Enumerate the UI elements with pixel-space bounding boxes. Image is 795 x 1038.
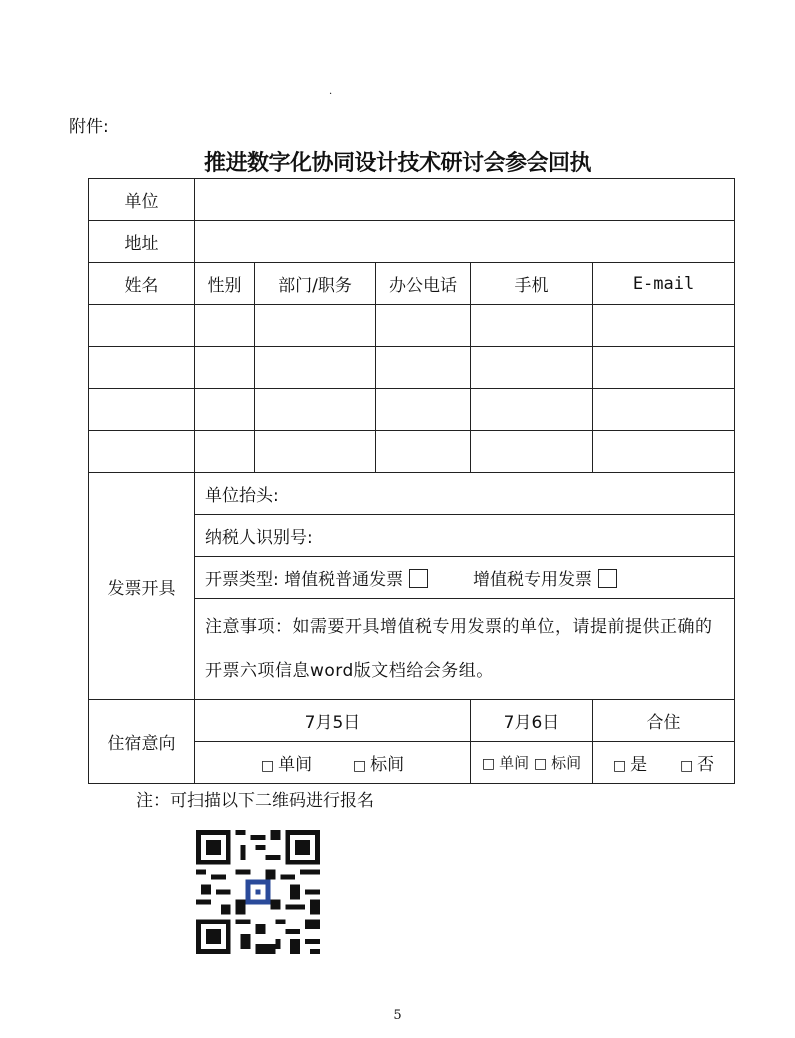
july-6-room-options — [471, 742, 593, 784]
address-field[interactable] — [195, 221, 735, 263]
attendee-cell[interactable] — [89, 347, 195, 389]
attendee-cell[interactable] — [471, 347, 593, 389]
taxpayer-id-field[interactable] — [195, 515, 735, 557]
attendee-cell[interactable] — [376, 305, 471, 347]
date-july-5: 7月5日 — [195, 700, 471, 742]
attendee-cell[interactable] — [593, 305, 735, 347]
header-office-phone: 办公电话 — [376, 263, 471, 305]
header-name: 姓名 — [89, 263, 195, 305]
attendee-cell[interactable] — [195, 305, 255, 347]
top-dot: . — [329, 86, 333, 97]
attendee-cell[interactable] — [593, 389, 735, 431]
lodging-label: 住宿意向 — [89, 700, 195, 784]
page-title: 推进数字化协同设计技术研讨会参会回执 — [203, 151, 591, 176]
header-gender: 性别 — [195, 263, 255, 305]
attendee-cell[interactable] — [195, 347, 255, 389]
attendee-cell[interactable] — [195, 431, 255, 473]
invoice-special-checkbox[interactable] — [598, 569, 617, 588]
invoice-type-special-label: 增值税专用发票 — [472, 570, 592, 590]
attendee-cell[interactable] — [471, 431, 593, 473]
july6-standard-checkbox[interactable]: □ — [533, 756, 548, 772]
attendee-cell[interactable] — [255, 389, 376, 431]
july-5-room-options — [195, 742, 471, 784]
invoice-title-field[interactable] — [195, 473, 735, 515]
notice-text: 注意事项：如需要开具增值税专用发票的单位，请提前提供正确的开票六项信息word版文档给会务组。 — [195, 599, 735, 700]
shared-yes-label: 是 — [630, 755, 648, 775]
invoice-type-row — [195, 557, 735, 599]
date-july-6: 7月6日 — [471, 700, 593, 742]
shared-room-options — [593, 742, 735, 784]
attendee-cell[interactable] — [255, 347, 376, 389]
header-mobile: 手机 — [471, 263, 593, 305]
header-row — [89, 263, 735, 305]
attachment-label: 附件: — [69, 117, 109, 137]
attendee-cell[interactable] — [471, 389, 593, 431]
shared-yes-checkbox[interactable]: □ — [612, 758, 627, 774]
attendee-cell[interactable] — [593, 347, 735, 389]
shared-room-label: 合住 — [593, 700, 735, 742]
header-department: 部门/职务 — [255, 263, 376, 305]
attendee-cell[interactable] — [89, 389, 195, 431]
bottom-note: 注：可扫描以下二维码进行报名 — [136, 791, 374, 811]
header-email: E-mail — [593, 263, 735, 305]
attendee-row — [89, 305, 735, 347]
july6-standard-label: 标间 — [551, 754, 582, 772]
july5-standard-label: 标间 — [370, 755, 405, 775]
address-label: 地址 — [89, 221, 195, 263]
july5-single-checkbox[interactable]: □ — [260, 758, 275, 774]
qr-code-icon — [196, 830, 320, 954]
attendee-cell[interactable] — [376, 347, 471, 389]
invoice-section-label: 发票开具 — [89, 473, 195, 700]
july6-single-checkbox[interactable]: □ — [481, 756, 496, 772]
july5-single-label: 单间 — [278, 755, 313, 775]
july6-single-label: 单间 — [499, 754, 530, 772]
attendee-cell[interactable] — [376, 389, 471, 431]
attendee-cell[interactable] — [471, 305, 593, 347]
taxpayer-id-label: 纳税人识别号: — [205, 528, 313, 548]
attendee-row — [89, 347, 735, 389]
invoice-type-label: 开票类型: — [205, 570, 279, 590]
attendee-cell[interactable] — [255, 431, 376, 473]
shared-no-label: 否 — [697, 755, 715, 775]
july5-standard-checkbox[interactable]: □ — [352, 758, 367, 774]
registration-form-table — [88, 178, 735, 784]
shared-no-checkbox[interactable]: □ — [679, 758, 694, 774]
invoice-type-normal-label: 增值税普通发票 — [284, 570, 404, 590]
unit-label: 单位 — [89, 179, 195, 221]
attendee-cell[interactable] — [195, 389, 255, 431]
attendee-row — [89, 431, 735, 473]
attendee-cell[interactable] — [593, 431, 735, 473]
attendee-row — [89, 389, 735, 431]
attendee-cell[interactable] — [376, 431, 471, 473]
unit-field[interactable] — [195, 179, 735, 221]
attendee-cell[interactable] — [89, 305, 195, 347]
page-number: 5 — [393, 1008, 402, 1023]
attendee-cell[interactable] — [89, 431, 195, 473]
invoice-title-label: 单位抬头: — [205, 486, 279, 506]
attendee-cell[interactable] — [255, 305, 376, 347]
invoice-normal-checkbox[interactable] — [409, 569, 428, 588]
